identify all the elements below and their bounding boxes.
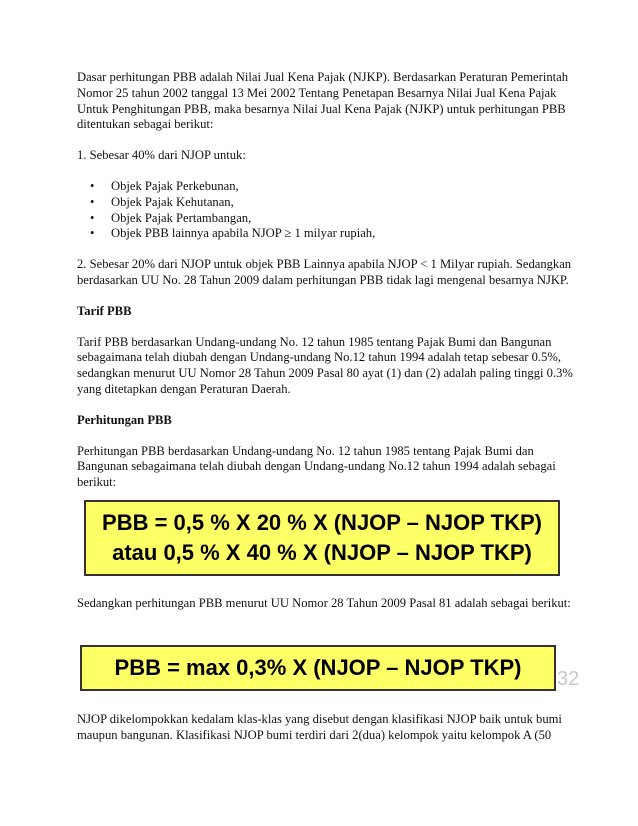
bullet-icon: • [90, 210, 95, 225]
njop-paragraph: NJOP dikelompokkan kedalam klas-klas yang disebut dengan klasifikasi NJOP baik untuk bumi maupun bangunan. Klasifikasi NJOP bumi terdiri dari 2(dua) kelompok yaitu kelompok A (50 [77, 712, 562, 742]
point-2: 2. Sebesar 20% dari NJOP untuk objek PBB Lainnya apabila NJOP < 1 Milyar rupiah. Sedangkan berdasarkan UU No. 28 Tahun 2009 dalam perhitungan PBB tidak lagi mengenal besarnya NJKP. [77, 257, 572, 287]
point-1: 1. Sebesar 40% dari NJOP untuk: [77, 148, 246, 163]
list-item: • Objek PBB lainnya apabila NJOP ≥ 1 milyar rupiah, [90, 226, 376, 241]
uu28-paragraph: Sedangkan perhitungan PBB menurut UU Nomor 28 Tahun 2009 Pasal 81 adalah sebagai berikut: [77, 596, 571, 610]
list-item: • Objek Pajak Pertambangan, [90, 210, 252, 225]
formula-line-2: atau 0,5 % X 40 % X (NJOP – NJOP TKP) [112, 540, 532, 565]
bullet-icon: • [90, 226, 95, 241]
bullet-list [77, 179, 577, 242]
tarif-paragraph: Tarif PBB berdasarkan Undang-undang No. 12 tahun 1985 tentang Pajak Bumi dan Bangunan sebagaimana telah diubah dengan Undang-undang No.12 tahun 1994 adalah tetap sebesar 0.5%, sedangkan menurut UU Nomor 28 Tahun 2009 Pasal 80 ayat (1) dan (2) adalah paling tinggi 0.3% yang ditetapkan dengan Peraturan Daerah. [77, 334, 573, 396]
formula-line-1: PBB = 0,5 % X 20 % X (NJOP – NJOP TKP) [102, 510, 542, 535]
page-number: 32 [557, 668, 580, 690]
document-body [77, 70, 577, 491]
perhitungan-paragraph: Perhitungan PBB berdasarkan Undang-undang No. 12 tahun 1985 tentang Pajak Bumi dan Bangunan sebagaimana telah diubah dengan Undang-undang No.12 tahun 1994 adalah sebagai berikut: [77, 443, 556, 490]
tarif-heading: Tarif PBB [77, 303, 132, 318]
bullet-icon: • [90, 194, 95, 209]
formula-uu28: PBB = max 0,3% X (NJOP – NJOP TKP) [114, 655, 522, 680]
formula-box-uu12 [84, 500, 560, 576]
perhitungan-heading: Perhitungan PBB [77, 412, 172, 427]
list-item: • Objek Pajak Kehutanan, [90, 194, 234, 209]
list-item: • Objek Pajak Perkebunan, [90, 178, 239, 193]
formula-box-uu28 [80, 645, 556, 691]
bullet-icon: • [90, 178, 95, 193]
intro-paragraph: Dasar perhitungan PBB adalah Nilai Jual Kena Pajak (NJKP). Berdasarkan Peraturan Pemerintah Nomor 25 tahun 2002 tanggal 13 Mei 2002 Tentang Penetapan Besarnya Nilai Jual Kena Pajak Untuk Penghitungan PBB, maka besarnya Nilai Jual Kena Pajak (NJKP) untuk perhitungan PBB ditentukan sebagai berikut: [77, 70, 569, 132]
